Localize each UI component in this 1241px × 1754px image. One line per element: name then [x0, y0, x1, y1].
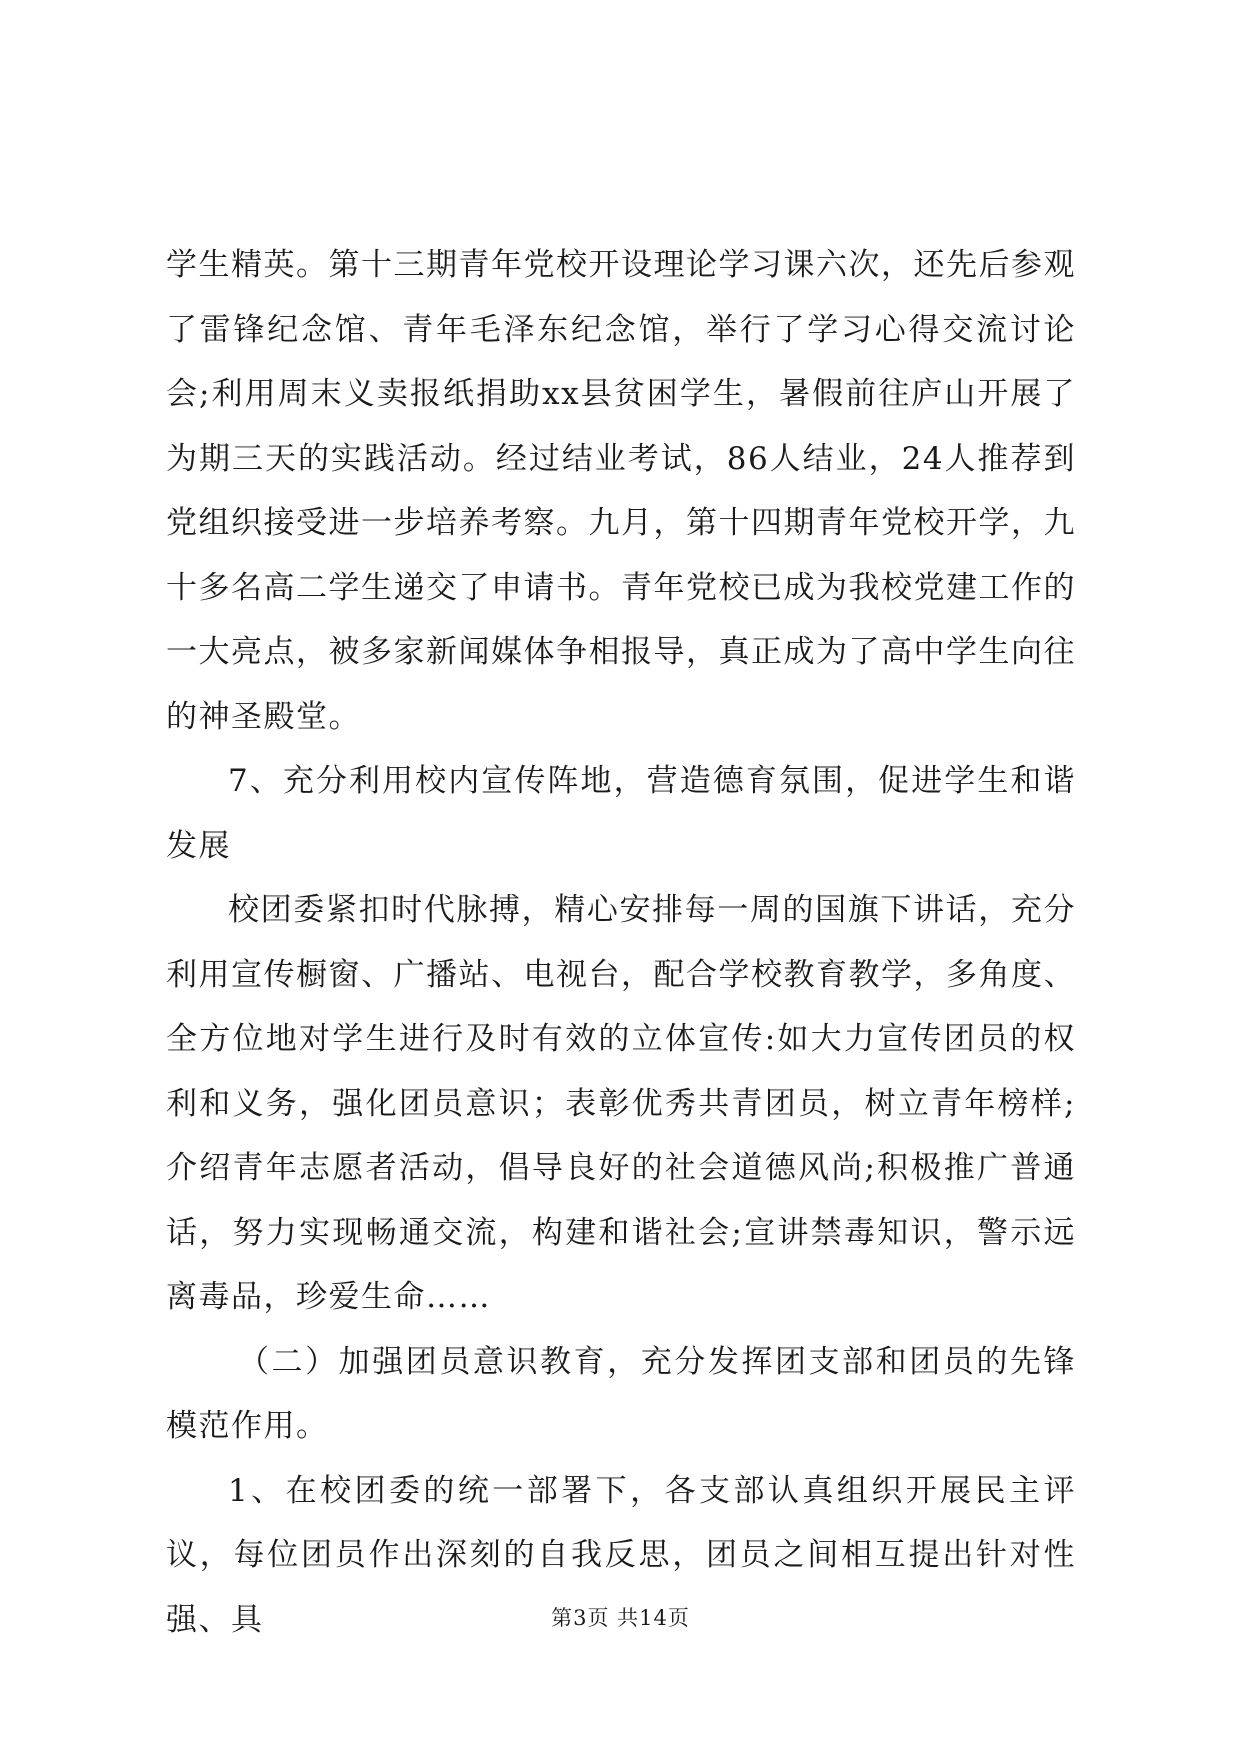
page-number-footer: 第3页 共14页: [551, 1606, 690, 1630]
section-heading-7: 7、充分利用校内宣传阵地，营造德育氛围，促进学生和谐发展: [166, 763, 1076, 864]
paragraph-evaluation: 1、在校团委的统一部署下，各支部认真组织开展民主评议，每位团员作出深刻的自我反思，团员之间相互提出针对性强、具: [166, 1472, 1076, 1638]
document-body: [166, 233, 1076, 1652]
section-heading-2: （二）加强团员意识教育，充分发挥团支部和团员的先锋模范作用。: [166, 1343, 1076, 1444]
paragraph-continuation: 学生精英。第十三期青年党校开设理论学习课六次，还先后参观了雷锋纪念馆、青年毛泽东纪念馆，举行了学习心得交流讨论会;利用周末义卖报纸捐助xx县贫困学生，暑假前往庐山开展了为期三天的实践活动。经过结业考试，86人结业，24人推荐到党组织接受进一步培养考察。九月，第十四期青年党校开学，九十多名高二学生递交了申请书。青年党校已成为我校党建工作的一大亮点，被多家新闻媒体争相报导，真正成为了高中学生向往的神圣殿堂。: [166, 247, 1076, 735]
paragraph-publicity: 校团委紧扣时代脉搏，精心安排每一周的国旗下讲话，充分利用宣传橱窗、广播站、电视台，配合学校教育教学，多角度、全方位地对学生进行及时有效的立体宣传:如大力宣传团员的权利和义务，强化团员意识；表彰优秀共青团员，树立青年榜样;介绍青年志愿者活动，倡导良好的社会道德风尚;积极推广普通话，努力实现畅通交流，构建和谐社会;宣讲禁毒知识，警示远离毒品，珍爱生命……: [166, 892, 1076, 1315]
